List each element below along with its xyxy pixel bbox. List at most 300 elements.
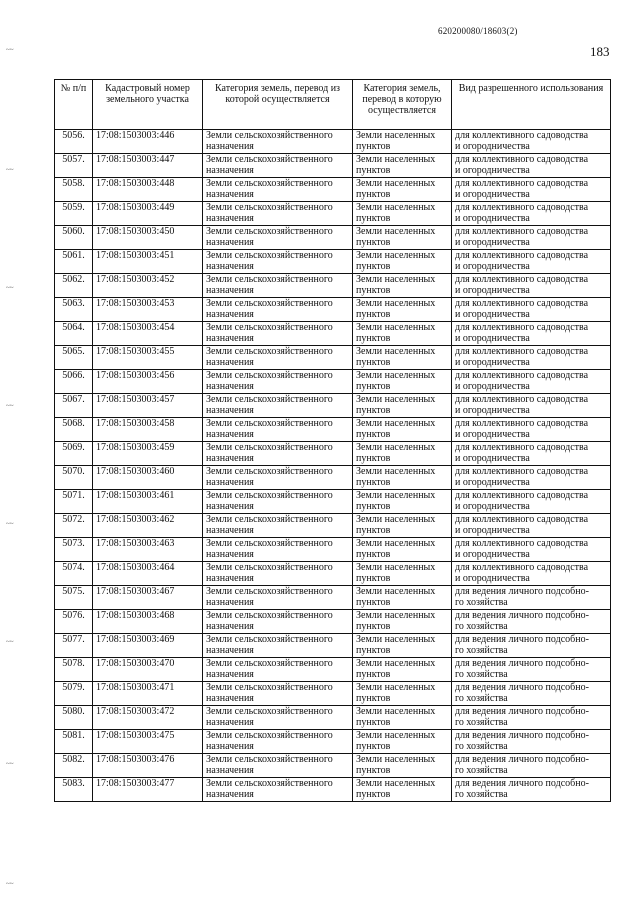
row-number: 5082.: [55, 754, 93, 778]
category-to-line: Земли населенных: [356, 298, 436, 309]
category-from-line: Земли сельскохозяйственного: [206, 610, 333, 621]
table-row: [55, 130, 611, 154]
category-to-line: пунктов: [356, 693, 391, 704]
category-from: [203, 226, 353, 250]
permitted-use: [452, 274, 611, 298]
category-from-line: Земли сельскохозяйственного: [206, 130, 333, 141]
table-row: [55, 346, 611, 370]
category-from: [203, 730, 353, 754]
category-to-line: пунктов: [356, 429, 391, 440]
category-from-line: назначения: [206, 525, 254, 536]
category-from-line: Земли сельскохозяйственного: [206, 586, 333, 597]
table-row: [55, 490, 611, 514]
category-to-line: Земли населенных: [356, 610, 436, 621]
category-to: [353, 586, 452, 610]
margin-mark: ~~: [6, 880, 14, 888]
permitted-use: [452, 322, 611, 346]
category-from: [203, 658, 353, 682]
category-from: [203, 322, 353, 346]
category-to-line: Земли населенных: [356, 346, 436, 357]
category-from: [203, 442, 353, 466]
row-number: 5056.: [55, 130, 93, 154]
category-from: [203, 154, 353, 178]
category-from-line: Земли сельскохозяйственного: [206, 658, 333, 669]
category-to: [353, 298, 452, 322]
category-to-line: Земли населенных: [356, 202, 436, 213]
category-from-line: назначения: [206, 141, 254, 152]
category-from-line: назначения: [206, 717, 254, 728]
category-from-line: назначения: [206, 261, 254, 272]
category-from-line: Земли сельскохозяйственного: [206, 706, 333, 717]
category-from-line: Земли сельскохозяйственного: [206, 442, 333, 453]
permitted-use-line: для коллективного садоводства: [455, 130, 589, 141]
category-from: [203, 490, 353, 514]
permitted-use-line: и огородничества: [455, 525, 530, 536]
row-number: 5077.: [55, 634, 93, 658]
permitted-use: [452, 514, 611, 538]
category-from-line: Земли сельскохозяйственного: [206, 346, 333, 357]
category-to-line: Земли населенных: [356, 730, 436, 741]
permitted-use-line: и огородничества: [455, 429, 530, 440]
category-from-line: назначения: [206, 645, 254, 656]
category-from: [203, 346, 353, 370]
margin-mark: ~~: [6, 638, 14, 646]
permitted-use-line: го хозяйства: [455, 597, 508, 608]
permitted-use-line: и огородничества: [455, 165, 530, 176]
permitted-use-line: для коллективного садоводства: [455, 178, 589, 189]
permitted-use-line: для коллективного садоводства: [455, 322, 589, 333]
permitted-use-line: го хозяйства: [455, 741, 508, 752]
permitted-use: [452, 538, 611, 562]
category-to: [353, 274, 452, 298]
row-number: 5078.: [55, 658, 93, 682]
category-from-line: Земли сельскохозяйственного: [206, 730, 333, 741]
category-to-line: пунктов: [356, 165, 391, 176]
permitted-use: [452, 394, 611, 418]
category-from: [203, 706, 353, 730]
land-register-table: [54, 79, 611, 802]
category-to-line: пунктов: [356, 477, 391, 488]
category-from-line: назначения: [206, 477, 254, 488]
permitted-use-line: го хозяйства: [455, 693, 508, 704]
table-row: [55, 730, 611, 754]
category-to: [353, 730, 452, 754]
cadastral-number: 17:08:1503003:467: [93, 586, 203, 610]
category-to: [353, 538, 452, 562]
cadastral-number: 17:08:1503003:448: [93, 178, 203, 202]
permitted-use-line: и огородничества: [455, 357, 530, 368]
category-to-line: пунктов: [356, 381, 391, 392]
category-to: [353, 778, 452, 802]
category-from: [203, 586, 353, 610]
category-from: [203, 610, 353, 634]
permitted-use-line: и огородничества: [455, 237, 530, 248]
cadastral-number: 17:08:1503003:449: [93, 202, 203, 226]
table-row: [55, 586, 611, 610]
category-from-line: Земли сельскохозяйственного: [206, 250, 333, 261]
document-id: 620200080/18603(2): [438, 26, 518, 36]
cadastral-number: 17:08:1503003:452: [93, 274, 203, 298]
category-to-line: пунктов: [356, 645, 391, 656]
category-from: [203, 418, 353, 442]
permitted-use: [452, 346, 611, 370]
category-to-line: пунктов: [356, 405, 391, 416]
table-row: [55, 298, 611, 322]
category-to-line: пунктов: [356, 741, 391, 752]
cadastral-number: 17:08:1503003:477: [93, 778, 203, 802]
category-to-line: Земли населенных: [356, 634, 436, 645]
permitted-use-line: для ведения личного подсобно-: [455, 610, 589, 621]
category-from-line: назначения: [206, 213, 254, 224]
table-row: [55, 442, 611, 466]
category-to-line: Земли населенных: [356, 130, 436, 141]
category-to-line: Земли населенных: [356, 586, 436, 597]
cadastral-number: 17:08:1503003:459: [93, 442, 203, 466]
category-to-line: Земли населенных: [356, 322, 436, 333]
category-to-line: Земли населенных: [356, 154, 436, 165]
permitted-use-line: для коллективного садоводства: [455, 346, 589, 357]
category-from-line: назначения: [206, 741, 254, 752]
category-to-line: пунктов: [356, 213, 391, 224]
category-to-line: Земли населенных: [356, 466, 436, 477]
page-number: 183: [590, 44, 610, 59]
category-to-line: пунктов: [356, 141, 391, 152]
permitted-use-line: для ведения личного подсобно-: [455, 658, 589, 669]
margin-mark: ~~: [6, 520, 14, 528]
category-from-line: Земли сельскохозяйственного: [206, 322, 333, 333]
permitted-use-line: для коллективного садоводства: [455, 418, 589, 429]
row-number: 5069.: [55, 442, 93, 466]
permitted-use-line: и огородничества: [455, 261, 530, 272]
permitted-use: [452, 298, 611, 322]
category-to-line: Земли населенных: [356, 274, 436, 285]
category-to-line: Земли населенных: [356, 442, 436, 453]
permitted-use-line: для коллективного садоводства: [455, 154, 589, 165]
category-from: [203, 274, 353, 298]
permitted-use-line: для ведения личного подсобно-: [455, 682, 589, 693]
category-to-line: Земли населенных: [356, 178, 436, 189]
category-to-line: пунктов: [356, 789, 391, 800]
cadastral-number: 17:08:1503003:472: [93, 706, 203, 730]
category-from-line: назначения: [206, 333, 254, 344]
permitted-use-line: го хозяйства: [455, 765, 508, 776]
table-row: [55, 154, 611, 178]
category-to-line: Земли населенных: [356, 418, 436, 429]
permitted-use-line: и огородничества: [455, 549, 530, 560]
category-from: [203, 634, 353, 658]
permitted-use-line: и огородничества: [455, 453, 530, 464]
permitted-use-line: и огородничества: [455, 405, 530, 416]
category-from-line: назначения: [206, 621, 254, 632]
cadastral-number: 17:08:1503003:470: [93, 658, 203, 682]
category-to-line: пунктов: [356, 621, 391, 632]
permitted-use: [452, 226, 611, 250]
row-number: 5068.: [55, 418, 93, 442]
category-from-line: назначения: [206, 357, 254, 368]
cadastral-number: 17:08:1503003:454: [93, 322, 203, 346]
permitted-use-line: для ведения личного подсобно-: [455, 730, 589, 741]
category-from: [203, 298, 353, 322]
table-header-row: [55, 80, 611, 130]
category-from-line: Земли сельскохозяйственного: [206, 274, 333, 285]
category-from-line: Земли сельскохозяйственного: [206, 682, 333, 693]
permitted-use: [452, 202, 611, 226]
cadastral-number: 17:08:1503003:475: [93, 730, 203, 754]
cadastral-number: 17:08:1503003:463: [93, 538, 203, 562]
category-to: [353, 490, 452, 514]
category-from-line: назначения: [206, 669, 254, 680]
table-row: [55, 466, 611, 490]
permitted-use-line: для коллективного садоводства: [455, 298, 589, 309]
margin-mark: ~~: [6, 402, 14, 410]
table-row: [55, 610, 611, 634]
permitted-use-line: и огородничества: [455, 333, 530, 344]
row-number: 5066.: [55, 370, 93, 394]
permitted-use: [452, 178, 611, 202]
category-to-line: пунктов: [356, 573, 391, 584]
row-number: 5079.: [55, 682, 93, 706]
permitted-use-line: для коллективного садоводства: [455, 250, 589, 261]
table-row: [55, 202, 611, 226]
category-from-line: назначения: [206, 693, 254, 704]
permitted-use-line: и огородничества: [455, 141, 530, 152]
permitted-use-line: для коллективного садоводства: [455, 394, 589, 405]
category-to-line: Земли населенных: [356, 394, 436, 405]
cadastral-number: 17:08:1503003:468: [93, 610, 203, 634]
category-to-line: Земли населенных: [356, 754, 436, 765]
category-from-line: назначения: [206, 765, 254, 776]
table-row: [55, 562, 611, 586]
row-number: 5057.: [55, 154, 93, 178]
category-from: [203, 394, 353, 418]
permitted-use-line: и огородничества: [455, 573, 530, 584]
cadastral-number: 17:08:1503003:446: [93, 130, 203, 154]
cadastral-number: 17:08:1503003:447: [93, 154, 203, 178]
permitted-use: [452, 490, 611, 514]
category-from-line: Земли сельскохозяйственного: [206, 226, 333, 237]
category-to: [353, 394, 452, 418]
category-from-line: назначения: [206, 237, 254, 248]
category-from: [203, 466, 353, 490]
permitted-use: [452, 442, 611, 466]
permitted-use-line: го хозяйства: [455, 621, 508, 632]
permitted-use: [452, 682, 611, 706]
category-from-line: Земли сельскохозяйственного: [206, 298, 333, 309]
category-from-line: назначения: [206, 429, 254, 440]
category-to: [353, 706, 452, 730]
category-from-line: Земли сельскохозяйственного: [206, 178, 333, 189]
permitted-use: [452, 154, 611, 178]
permitted-use: [452, 586, 611, 610]
table-row: [55, 682, 611, 706]
permitted-use: [452, 706, 611, 730]
permitted-use-line: для коллективного садоводства: [455, 370, 589, 381]
row-number: 5061.: [55, 250, 93, 274]
category-from-line: назначения: [206, 573, 254, 584]
permitted-use: [452, 754, 611, 778]
category-to-line: пунктов: [356, 261, 391, 272]
permitted-use-line: для ведения личного подсобно-: [455, 586, 589, 597]
category-to: [353, 562, 452, 586]
table-row: [55, 778, 611, 802]
column-header-cadastral: Кадастровый номер земельного участка: [93, 80, 203, 130]
table-row: [55, 658, 611, 682]
category-to: [353, 442, 452, 466]
category-to-line: пунктов: [356, 597, 391, 608]
table-row: [55, 226, 611, 250]
category-to: [353, 658, 452, 682]
category-to: [353, 682, 452, 706]
cadastral-number: 17:08:1503003:451: [93, 250, 203, 274]
category-from-line: Земли сельскохозяйственного: [206, 394, 333, 405]
permitted-use-line: для коллективного садоводства: [455, 514, 589, 525]
category-from: [203, 370, 353, 394]
permitted-use-line: и огородничества: [455, 309, 530, 320]
category-from-line: Земли сельскохозяйственного: [206, 778, 333, 789]
category-to-line: пунктов: [356, 525, 391, 536]
cadastral-number: 17:08:1503003:456: [93, 370, 203, 394]
category-to-line: пунктов: [356, 285, 391, 296]
permitted-use: [452, 610, 611, 634]
category-from-line: назначения: [206, 597, 254, 608]
category-from-line: назначения: [206, 285, 254, 296]
column-header-permitted-use: Вид разрешенного использования: [452, 80, 611, 130]
permitted-use-line: го хозяйства: [455, 789, 508, 800]
permitted-use-line: го хозяйства: [455, 669, 508, 680]
permitted-use-line: и огородничества: [455, 501, 530, 512]
category-to-line: пунктов: [356, 357, 391, 368]
permitted-use: [452, 658, 611, 682]
permitted-use-line: для коллективного садоводства: [455, 538, 589, 549]
table-row: [55, 394, 611, 418]
row-number: 5076.: [55, 610, 93, 634]
permitted-use: [452, 370, 611, 394]
row-number: 5065.: [55, 346, 93, 370]
category-to-line: пунктов: [356, 309, 391, 320]
permitted-use-line: го хозяйства: [455, 717, 508, 728]
category-from-line: назначения: [206, 165, 254, 176]
margin-mark: ~~: [6, 760, 14, 768]
permitted-use-line: и огородничества: [455, 189, 530, 200]
category-from-line: назначения: [206, 189, 254, 200]
category-from-line: Земли сельскохозяйственного: [206, 754, 333, 765]
category-to-line: пунктов: [356, 237, 391, 248]
permitted-use: [452, 730, 611, 754]
cadastral-number: 17:08:1503003:458: [93, 418, 203, 442]
row-number: 5075.: [55, 586, 93, 610]
table-row: [55, 538, 611, 562]
category-from: [203, 130, 353, 154]
category-to: [353, 754, 452, 778]
permitted-use: [452, 634, 611, 658]
category-from-line: Земли сельскохозяйственного: [206, 562, 333, 573]
category-to: [353, 250, 452, 274]
category-to: [353, 154, 452, 178]
permitted-use-line: для коллективного садоводства: [455, 226, 589, 237]
category-to-line: Земли населенных: [356, 682, 436, 693]
category-to-line: Земли населенных: [356, 490, 436, 501]
cadastral-number: 17:08:1503003:462: [93, 514, 203, 538]
category-to: [353, 226, 452, 250]
category-from-line: Земли сельскохозяйственного: [206, 538, 333, 549]
category-to-line: пунктов: [356, 333, 391, 344]
permitted-use: [452, 130, 611, 154]
row-number: 5060.: [55, 226, 93, 250]
permitted-use-line: и огородничества: [455, 213, 530, 224]
category-from-line: назначения: [206, 549, 254, 560]
permitted-use-line: и огородничества: [455, 285, 530, 296]
category-to: [353, 418, 452, 442]
permitted-use-line: для коллективного садоводства: [455, 562, 589, 573]
category-to: [353, 130, 452, 154]
row-number: 5059.: [55, 202, 93, 226]
table-row: [55, 418, 611, 442]
row-number: 5081.: [55, 730, 93, 754]
category-from-line: Земли сельскохозяйственного: [206, 490, 333, 501]
category-to: [353, 346, 452, 370]
cadastral-number: 17:08:1503003:461: [93, 490, 203, 514]
permitted-use-line: и огородничества: [455, 477, 530, 488]
category-from: [203, 778, 353, 802]
category-to-line: Земли населенных: [356, 538, 436, 549]
category-to-line: пунктов: [356, 189, 391, 200]
category-from-line: назначения: [206, 453, 254, 464]
cadastral-number: 17:08:1503003:457: [93, 394, 203, 418]
column-header-category-to: Категория земель, перевод в которую осуществляется: [353, 80, 452, 130]
table-row: [55, 754, 611, 778]
permitted-use-line: для коллективного садоводства: [455, 466, 589, 477]
category-to-line: Земли населенных: [356, 658, 436, 669]
category-to: [353, 202, 452, 226]
permitted-use-line: для ведения личного подсобно-: [455, 706, 589, 717]
category-from-line: назначения: [206, 309, 254, 320]
table-row: [55, 514, 611, 538]
category-from: [203, 562, 353, 586]
cadastral-number: 17:08:1503003:464: [93, 562, 203, 586]
cadastral-number: 17:08:1503003:460: [93, 466, 203, 490]
category-from-line: Земли сельскохозяйственного: [206, 418, 333, 429]
row-number: 5063.: [55, 298, 93, 322]
category-to-line: Земли населенных: [356, 562, 436, 573]
category-from-line: назначения: [206, 501, 254, 512]
category-to-line: пунктов: [356, 549, 391, 560]
margin-mark: ~~: [6, 284, 14, 292]
category-to-line: Земли населенных: [356, 514, 436, 525]
permitted-use-line: и огородничества: [455, 381, 530, 392]
category-from-line: Земли сельскохозяйственного: [206, 514, 333, 525]
row-number: 5064.: [55, 322, 93, 346]
category-to: [353, 610, 452, 634]
margin-mark: ~~: [6, 166, 14, 174]
category-from: [203, 250, 353, 274]
category-to: [353, 634, 452, 658]
table-row: [55, 634, 611, 658]
category-to-line: пунктов: [356, 453, 391, 464]
category-from-line: назначения: [206, 405, 254, 416]
row-number: 5073.: [55, 538, 93, 562]
category-from-line: Земли сельскохозяйственного: [206, 202, 333, 213]
table-row: [55, 370, 611, 394]
row-number: 5070.: [55, 466, 93, 490]
row-number: 5067.: [55, 394, 93, 418]
table-row: [55, 706, 611, 730]
cadastral-number: 17:08:1503003:469: [93, 634, 203, 658]
category-from-line: Земли сельскохозяйственного: [206, 466, 333, 477]
permitted-use-line: для ведения личного подсобно-: [455, 634, 589, 645]
category-to-line: Земли населенных: [356, 706, 436, 717]
permitted-use: [452, 562, 611, 586]
cadastral-number: 17:08:1503003:471: [93, 682, 203, 706]
